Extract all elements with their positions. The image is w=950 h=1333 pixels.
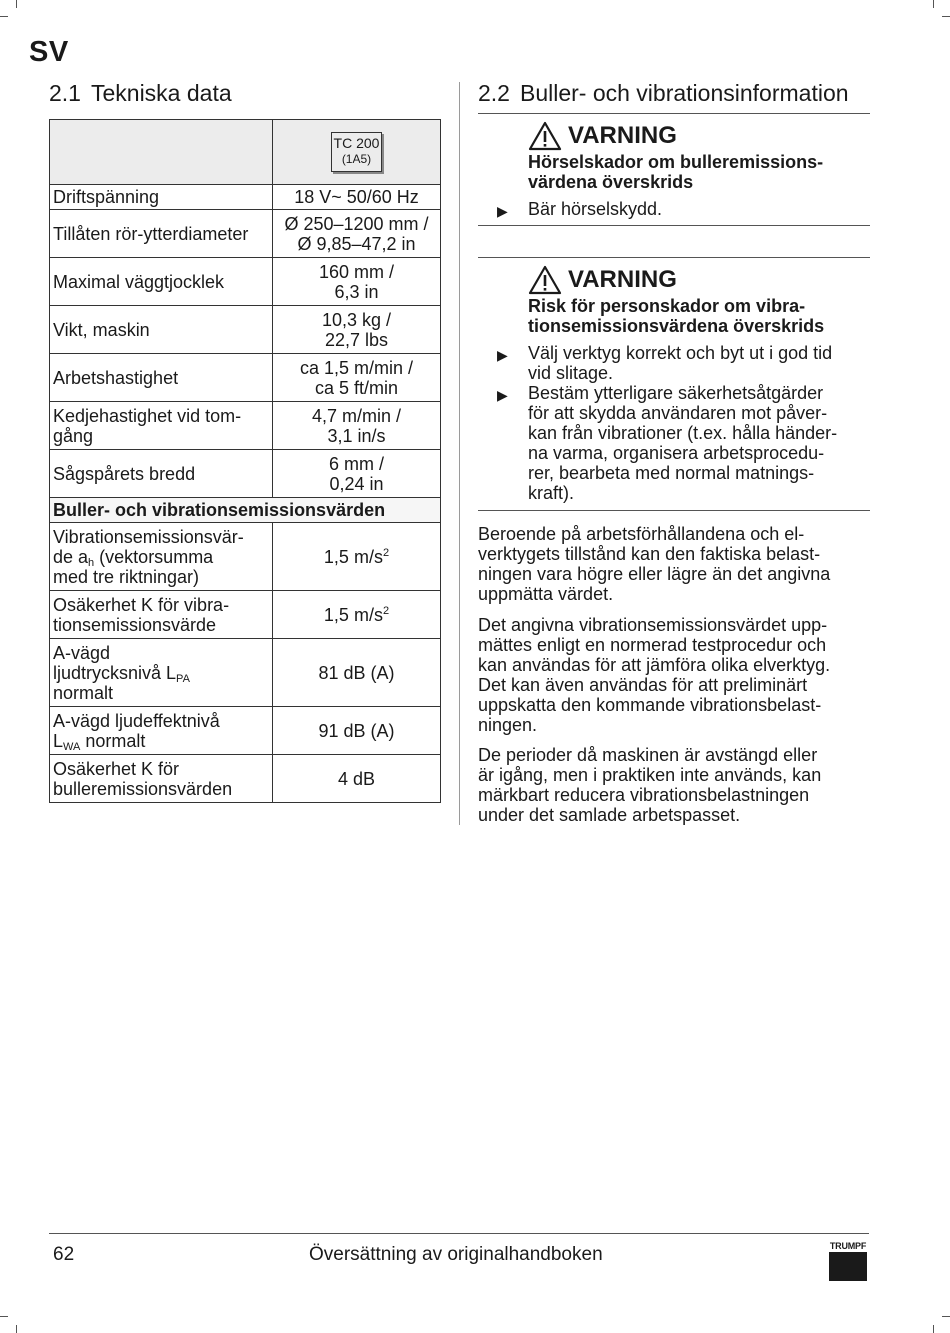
warning-title: [528, 265, 677, 295]
row-value-line: 6 mm /: [328, 453, 384, 474]
section-number: 2.2: [478, 80, 510, 106]
page-number: 62: [53, 1244, 75, 1265]
subscript: h: [88, 556, 95, 569]
row-value-line: ca 1,5 m/min /: [299, 357, 414, 378]
table-header-row: [50, 120, 441, 185]
row-value: 91 dB (A): [273, 707, 441, 755]
subscript: PA: [176, 672, 190, 685]
crop-mark: [16, 0, 17, 8]
text-line: under det samlade arbetspasset.: [478, 805, 741, 825]
row-value: 18 V~ 50/60 Hz: [273, 185, 441, 210]
row-label: Vikt, maskin: [50, 306, 273, 354]
text-line: ningen.: [478, 715, 538, 735]
row-label-line: ljudtrycksnivå L: [53, 662, 177, 683]
row-label-line: tionsemissionsvärde: [53, 614, 217, 635]
row-label-line: bulleremissionsvärden: [53, 778, 233, 799]
row-label: Maximal väggtjocklek: [50, 258, 273, 306]
text-line: Bestäm ytterligare säkerhetsåtgärder: [528, 383, 824, 403]
warning-subtitle: [528, 296, 858, 336]
row-value-line: 22,7 lbs: [324, 329, 389, 350]
text-line: kraft).: [528, 483, 575, 503]
row-label-line: med tre riktningar): [53, 566, 200, 587]
row-value-line: 0,24 in: [329, 473, 384, 494]
row-label-line: gång: [53, 425, 94, 446]
text-line: Beroende på arbetsförhållandena och el-: [478, 524, 805, 544]
warning-subtitle-line: Hörselskador om bulleremissions-: [528, 152, 824, 172]
row-value-line: 160 mm /: [318, 261, 395, 282]
table-row: [50, 354, 441, 402]
row-value: [273, 210, 441, 258]
footer-text: Översättning av originalhandboken: [309, 1244, 603, 1265]
text-line: märkbart reducera vibrationsbelastningen: [478, 785, 810, 805]
row-label: [50, 639, 273, 707]
warning-subtitle-line: Risk för personskador om vibra-: [528, 296, 806, 316]
warning-triangle-icon: [528, 121, 562, 151]
section-heading-noise-vibration: [478, 80, 849, 107]
row-label-line: normalt: [80, 730, 146, 751]
bullet-triangle-icon: ▶: [497, 387, 508, 403]
warning-rule: [478, 510, 870, 511]
column-divider: [459, 82, 460, 825]
table-row: [50, 639, 441, 707]
row-value: [273, 450, 441, 498]
text-line: De perioder då maskinen är avstängd eller: [478, 745, 818, 765]
crop-mark: [16, 1325, 17, 1333]
text-line: verktygets tillstånd kan den faktiska belast-: [478, 544, 821, 564]
row-label: Arbetshastighet: [50, 354, 273, 402]
section-number: 2.1: [49, 80, 81, 106]
list-item: [497, 343, 868, 383]
warning-subtitle-line: värdena överskrids: [528, 172, 694, 192]
row-value: [273, 354, 441, 402]
row-value: [273, 523, 441, 591]
row-label-line: A-vägd: [53, 642, 111, 663]
table-row: [50, 306, 441, 354]
text-line: kan från vibrationer (t.ex. hålla händer-: [528, 423, 838, 443]
model-box: [331, 132, 383, 172]
text-line: mättes enligt en normerad testprocedur och: [478, 635, 827, 655]
table-row: [50, 591, 441, 639]
row-value: [273, 306, 441, 354]
warning-title-text: VARNING: [568, 266, 677, 293]
table-row: [50, 210, 441, 258]
row-value-line: 1,5 m/s: [323, 604, 383, 625]
text-line: na varma, organisera arbetsprocedu-: [528, 443, 825, 463]
model-code: (1A5): [341, 152, 372, 166]
section-title: Buller- och vibrationsinformation: [519, 80, 849, 106]
row-label-line: normalt: [53, 682, 114, 703]
crop-mark: [0, 1316, 8, 1317]
row-label-line: A-vägd ljudeffektnivå: [53, 710, 220, 731]
row-value: [273, 258, 441, 306]
text-line: uppskatta den kommande vibrationsbelast-: [478, 695, 822, 715]
row-value-line: 1,5 m/s: [323, 546, 383, 567]
row-value-line: 4,7 m/min /: [311, 405, 402, 426]
row-label-line: Kedjehastighet vid tom-: [53, 405, 242, 426]
row-label: Tillåten rör-ytterdiameter: [50, 210, 273, 258]
row-label: [50, 523, 273, 591]
row-value-line: Ø 9,85–47,2 in: [297, 233, 416, 254]
trumpf-logo: [829, 1242, 867, 1281]
warning-rule: [478, 257, 870, 258]
footer-rule: [49, 1233, 869, 1234]
text-line: Välj verktyg korrekt och byt ut i god tid: [528, 343, 833, 363]
bullet-triangle-icon: ▶: [497, 203, 508, 219]
warning-triangle-icon: [528, 265, 562, 295]
logo-block: [829, 1252, 867, 1281]
language-tag: SV: [29, 36, 69, 68]
warning-rule: [478, 225, 870, 226]
row-value-line: Ø 250–1200 mm /: [284, 213, 429, 234]
row-value-line: 3,1 in/s: [327, 425, 386, 446]
text-line: Det kan även användas för att preliminärt: [478, 675, 808, 695]
list-item-text: [528, 343, 868, 383]
superscript: 2: [382, 546, 390, 559]
row-label-line: de a: [53, 546, 89, 567]
row-value: 4 dB: [273, 755, 441, 803]
list-item: [497, 199, 868, 221]
table-row: [50, 402, 441, 450]
table-row: [50, 185, 441, 210]
table-header-empty-cell: [50, 120, 273, 185]
row-label: [50, 707, 273, 755]
row-label: [50, 591, 273, 639]
crop-mark: [942, 16, 950, 17]
model-name: TC 200: [333, 135, 380, 151]
table-header-model-cell: [273, 120, 441, 185]
row-label-line: Vibrationsemissionsvär-: [53, 526, 244, 547]
table-section-heading: Buller- och vibrationsemissionsvärden: [50, 498, 441, 523]
text-line: är igång, men i praktiken inte används, kan: [478, 765, 822, 785]
paragraph: [478, 524, 870, 604]
crop-mark: [933, 0, 934, 8]
text-line: vid slitage.: [528, 363, 614, 383]
text-line: uppmätta värdet.: [478, 584, 614, 604]
technical-data-table: [49, 119, 441, 803]
paragraph: [478, 745, 870, 825]
list-item: [497, 383, 868, 503]
warning-title-text: VARNING: [568, 122, 677, 149]
list-item-text: Bär hörselskydd.: [528, 199, 663, 219]
warning-title: [528, 121, 677, 151]
text-line: kan användas för att jämföra olika elverktyg.: [478, 655, 831, 675]
row-value: [273, 591, 441, 639]
text-line: för att skydda användaren mot påver-: [528, 403, 828, 423]
warning-subtitle: [528, 152, 858, 192]
crop-mark: [933, 1325, 934, 1333]
crop-mark: [0, 16, 8, 17]
row-value: 81 dB (A): [273, 639, 441, 707]
section-rule: [478, 113, 870, 114]
row-label: [50, 755, 273, 803]
section-heading-technical-data: [49, 80, 232, 107]
table-row: [50, 755, 441, 803]
text-line: ningen vara högre eller lägre än det angivna: [478, 564, 831, 584]
table-row: [50, 258, 441, 306]
table-row: [50, 707, 441, 755]
text-line: Det angivna vibrationsemissionsvärdet upp-: [478, 615, 828, 635]
row-value: [273, 402, 441, 450]
paragraph: [478, 615, 870, 735]
row-value-line: 10,3 kg /: [321, 309, 392, 330]
row-label: [50, 402, 273, 450]
text-line: rer, bearbeta med normal matnings-: [528, 463, 815, 483]
row-label-line: (vektorsumma: [94, 546, 214, 567]
row-label-line: L: [53, 730, 64, 751]
row-value-line: 6,3 in: [334, 281, 379, 302]
warning-subtitle-line: tionsemissionsvärdena överskrids: [528, 316, 825, 336]
table-section-row: [50, 498, 441, 523]
row-label-line: Osäkerhet K för: [53, 758, 180, 779]
bullet-triangle-icon: ▶: [497, 347, 508, 363]
subscript: WA: [63, 740, 81, 753]
list-item-text: [528, 383, 868, 503]
table-row: [50, 450, 441, 498]
row-label: Driftspänning: [50, 185, 273, 210]
crop-mark: [942, 1316, 950, 1317]
superscript: 2: [382, 604, 390, 617]
logo-wordmark: TRUMPF: [829, 1241, 867, 1251]
row-value-line: ca 5 ft/min: [314, 377, 399, 398]
section-title: Tekniska data: [90, 80, 232, 106]
table-row: [50, 523, 441, 591]
row-label: Sågspårets bredd: [50, 450, 273, 498]
row-label-line: Osäkerhet K för vibra-: [53, 594, 230, 615]
